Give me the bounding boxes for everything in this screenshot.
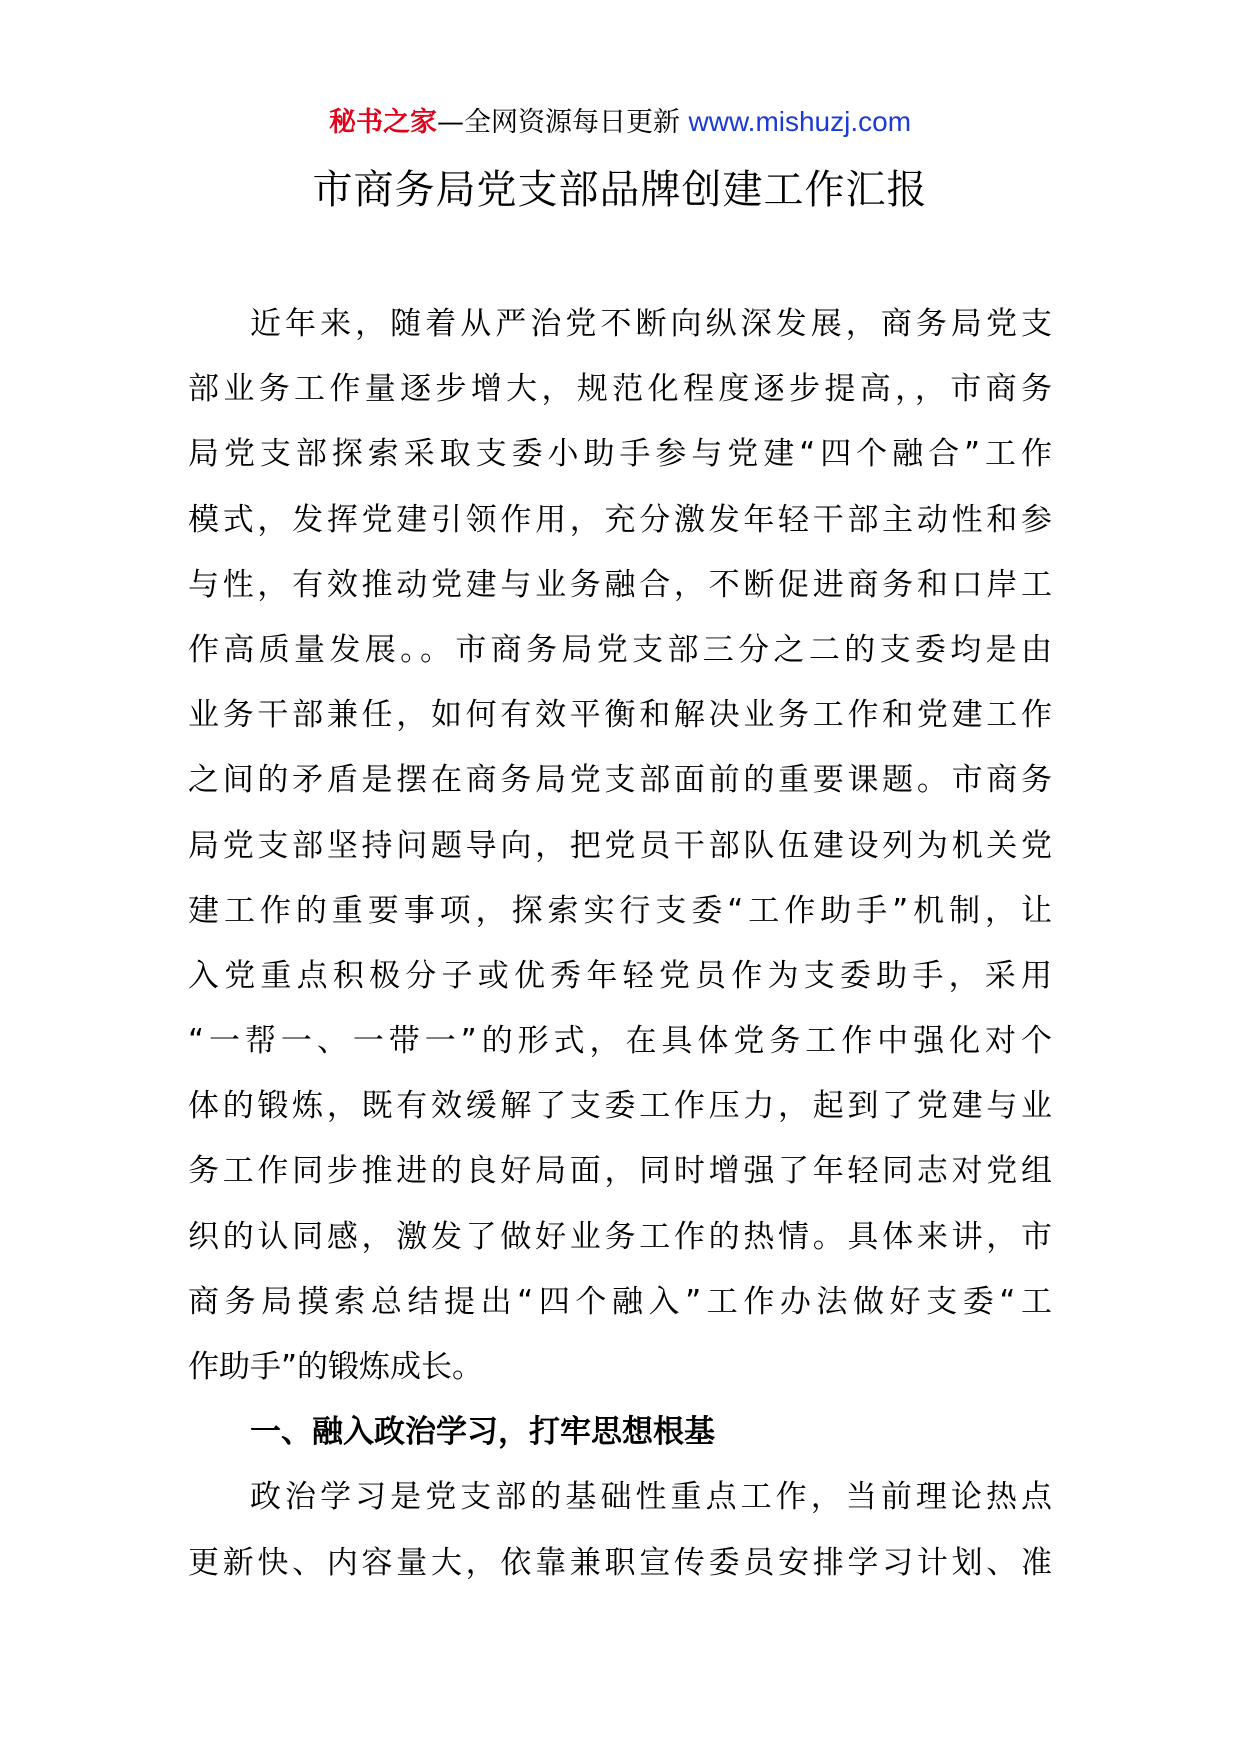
paragraph-line: 部业务工作量逐步增大，规范化程度逐步提高，，市商务	[188, 371, 1052, 408]
paragraph-line: 政治学习是党支部的基础性重点工作，当前理论热点	[250, 1479, 1052, 1516]
header-tagline: —全网资源每日更新	[436, 107, 680, 138]
paragraph-line: 与性，有效推动党建与业务融合，不断促进商务和口岸工	[188, 566, 1052, 603]
section-heading: 一、融入政治学习，打牢思想根基	[250, 1414, 715, 1451]
paragraph-line: 业务干部兼任，如何有效平衡和解决业务工作和党建工作	[188, 697, 1052, 734]
paragraph-line: 局党支部探索采取支委小助手参与党建“四个融合”工作	[188, 436, 1052, 473]
paragraph-line: 更新快、内容量大，依靠兼职宣传委员安排学习计划、准	[188, 1544, 1052, 1581]
paragraph-line: 作高质量发展。。市商务局党支部三分之二的支委均是由	[188, 631, 1052, 668]
paragraph-line: 商务局摸索总结提出“四个融入”工作办法做好支委“工	[188, 1283, 1052, 1320]
document-body	[188, 292, 1052, 1596]
paragraph-line: 建工作的重要事项，探索实行支委“工作助手”机制，让	[188, 892, 1052, 929]
paragraph-line: 之间的矛盾是摆在商务局党支部面前的重要课题。市商务	[188, 762, 1052, 799]
paragraph-line: 入党重点积极分子或优秀年轻党员作为支委助手，采用	[188, 957, 1052, 994]
paragraph-line: 务工作同步推进的良好局面，同时增强了年轻同志对党组	[188, 1153, 1052, 1190]
paragraph-line: 局党支部坚持问题导向，把党员干部队伍建设列为机关党	[188, 827, 1052, 864]
paragraph-line: 体的锻炼，既有效缓解了支委工作压力，起到了党建与业	[188, 1088, 1052, 1125]
site-link[interactable]: www.mishuzj.com	[688, 106, 912, 137]
paragraph-line: “一帮一、一带一”的形式，在具体党务工作中强化对个	[188, 1023, 1052, 1060]
paragraph-line: 织的认同感，激发了做好业务工作的热情。具体来讲，市	[188, 1218, 1052, 1255]
paragraph-line: 作助手”的锻炼成长。	[188, 1349, 484, 1385]
watermark-header	[0, 102, 1240, 143]
paragraph-line: 模式，发挥党建引领作用，充分激发年轻干部主动性和参	[188, 501, 1052, 538]
brand-name: 秘书之家	[328, 107, 437, 138]
document-title: 市商务局党支部品牌创建工作汇报	[312, 167, 928, 213]
paragraph-line: 近年来，随着从严治党不断向纵深发展，商务局党支	[250, 306, 1052, 342]
